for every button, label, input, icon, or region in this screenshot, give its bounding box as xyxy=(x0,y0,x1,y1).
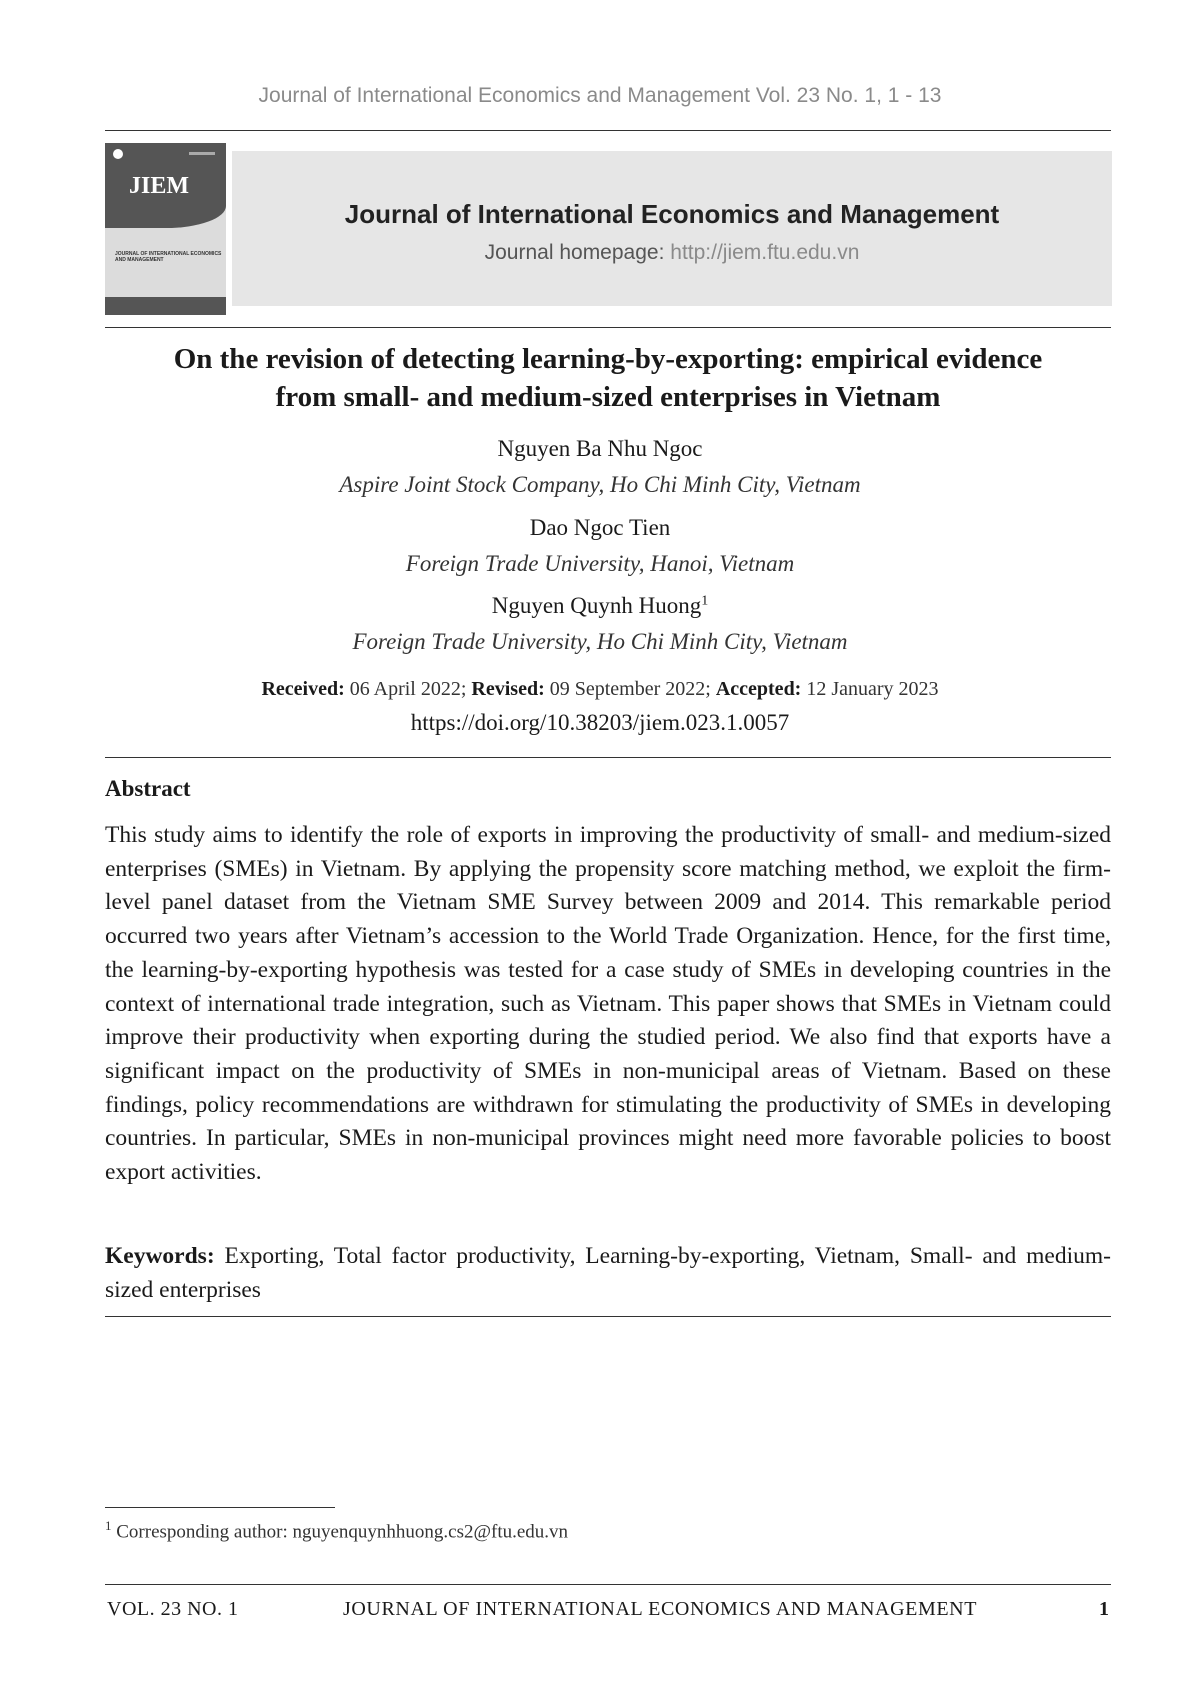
accepted-date: 12 January 2023 xyxy=(801,678,939,700)
paper-title-line-2: from small- and medium-sized enterprises in Vietnam xyxy=(275,381,941,413)
corresponding-author-name: Nguyen Quynh Huong xyxy=(491,593,702,618)
header-rule xyxy=(105,130,1111,131)
cover-issn-strip xyxy=(189,152,215,155)
keywords xyxy=(105,1240,1111,1307)
revised-label: Revised: xyxy=(471,678,545,700)
article-dates xyxy=(0,678,1200,701)
author-affiliation: Aspire Joint Stock Company, Ho Chi Minh City, Vietnam xyxy=(339,472,861,497)
accepted-label: Accepted: xyxy=(715,678,802,700)
banner-journal-name: Journal of International Economics and Management xyxy=(344,199,1000,229)
footnote-rule xyxy=(105,1507,335,1508)
cover-logo: JIEM xyxy=(129,173,189,199)
banner-homepage xyxy=(232,241,1112,265)
footnote xyxy=(105,1518,568,1543)
author-name: Dao Ngoc Tien xyxy=(529,515,671,540)
keywords-list: Exporting, Total factor productivity, Learning-by-exporting, Vietnam, Small- and medium-sized enterprises xyxy=(105,1243,1111,1303)
author-name-corresponding xyxy=(0,593,1200,619)
abstract-end-rule xyxy=(105,1316,1111,1317)
received-date: 06 April 2022; xyxy=(344,678,472,700)
running-head: Journal of International Economics and Management Vol. 23 No. 1, 1 - 13 xyxy=(258,84,942,107)
footnote-marker: 1 xyxy=(701,593,709,609)
footnote-text: Corresponding author: nguyenquynhhuong.cs2@ftu.edu.vn xyxy=(111,1521,569,1543)
journal-banner xyxy=(232,151,1112,306)
doi-link[interactable]: https://doi.org/10.38203/jiem.023.1.0057 xyxy=(410,710,790,735)
page-number: 1 xyxy=(1099,1598,1109,1620)
cover-bottom-band xyxy=(105,297,226,315)
revised-date: 09 September 2022; xyxy=(544,678,716,700)
paper-title-line-1: On the revision of detecting learning-by-exporting: empirical evidence xyxy=(173,343,1043,375)
abstract-text: This study aims to identify the role of exports in improving the productivity of small- and medium-sized enterprises (SMEs) in Vietnam. By applying the propensity score matching method, we exploit the firm-level panel dataset from the Vietnam SME Survey between 2009 and 2014. This remarkable period occurred two years after Vietnam’s accession to the World Trade Organization. Hence, for the first time, the learning-by-exporting hypothesis was tested for a case study of SMEs in developing countries in the context of international trade integration, such as Vietnam. This paper shows that SMEs in Vietnam could improve their productivity when exporting during the studied period. We also find that exports have a significant impact on the productivity of SMEs in non-municipal areas of Vietnam. Based on these findings, policy recommendations are withdrawn for stimulating the productivity of SMEs in developing countries. In particular, SMEs in non-municipal provinces might need more favorable policies to boost export activities. xyxy=(105,822,1111,1186)
cover-subtitle: JOURNAL OF INTERNATIONAL ECONOMICS AND MANAGEMENT xyxy=(115,251,222,263)
footer-volume: VOL. 23 NO. 1 xyxy=(107,1598,239,1620)
cover-emblem-icon xyxy=(113,149,123,159)
banner-rule xyxy=(105,327,1111,328)
homepage-label: Journal homepage: xyxy=(484,241,671,264)
keywords-label: Keywords: xyxy=(105,1243,215,1269)
author-affiliation: Foreign Trade University, Ho Chi Minh City, Vietnam xyxy=(352,629,848,654)
metadata-rule xyxy=(105,757,1111,758)
footnote-mark: 1 xyxy=(105,1518,112,1533)
footer-journal-name: JOURNAL OF INTERNATIONAL ECONOMICS AND MANAGEMENT xyxy=(343,1598,978,1620)
footer-rule xyxy=(105,1584,1111,1585)
author-name: Nguyen Ba Nhu Ngoc xyxy=(497,436,703,461)
received-label: Received: xyxy=(261,678,345,700)
journal-cover-thumbnail xyxy=(105,143,226,315)
homepage-link[interactable]: http://jiem.ftu.edu.vn xyxy=(670,241,860,264)
paper-title xyxy=(105,340,1111,416)
author-affiliation: Foreign Trade University, Hanoi, Vietnam xyxy=(405,551,795,576)
page-footer xyxy=(105,1598,1111,1628)
abstract-heading: Abstract xyxy=(105,776,191,801)
